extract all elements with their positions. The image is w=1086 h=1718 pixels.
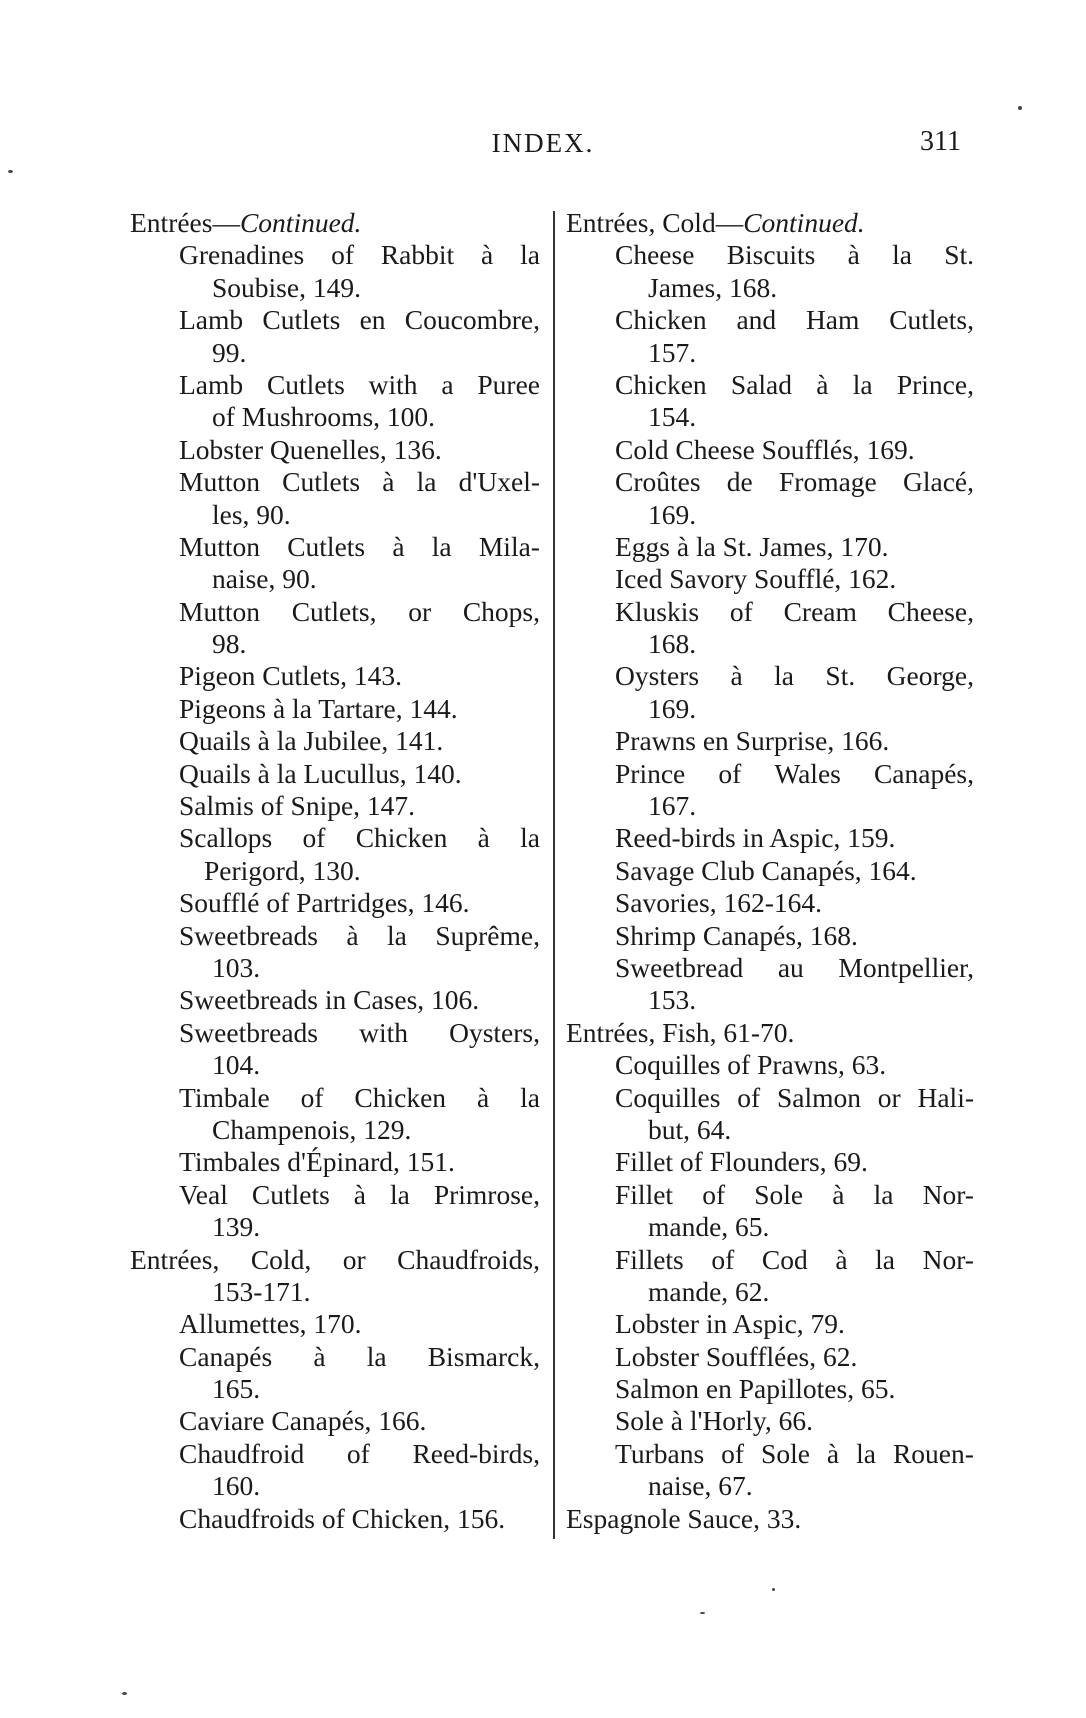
index-entry-text: 104. <box>212 1049 261 1081</box>
index-entry-word: la <box>520 822 540 854</box>
index-entry-line <box>566 822 974 854</box>
index-entry-word: à <box>477 822 490 854</box>
index-entry-text: 99. <box>212 336 247 368</box>
index-entry-text: Coquilles of Prawns, 63. <box>615 1049 887 1081</box>
index-entry-line <box>130 1276 540 1308</box>
index-entry-word: à <box>481 239 494 271</box>
index-entry-line <box>566 920 974 952</box>
index-entry-word: de <box>726 466 753 498</box>
index-entry-line <box>566 660 974 692</box>
index-entry-text: Soubise, 149. <box>212 271 361 303</box>
index-entry-line <box>130 1503 540 1535</box>
index-entry-line <box>566 531 974 563</box>
index-entry-text: 160. <box>212 1470 261 1502</box>
index-entry-line <box>566 725 974 757</box>
index-entry-word: la <box>774 660 794 692</box>
index-entry-word: à <box>313 1340 326 1372</box>
index-entry-word: Cutlets <box>287 530 366 562</box>
index-entry-word: au <box>777 951 804 983</box>
index-entry-word: à <box>730 660 743 692</box>
index-entry-line <box>130 887 540 919</box>
index-entry-line <box>566 1503 974 1535</box>
index-entry-word: Kluskis <box>615 595 700 627</box>
index-entry-word: à <box>346 919 359 951</box>
index-entry-word: Cream <box>783 595 857 627</box>
index-entry-line <box>130 563 540 595</box>
index-entry-line <box>130 660 540 692</box>
continued-label: Continued. <box>743 207 865 238</box>
index-entry-word: Nor- <box>922 1243 974 1275</box>
index-entry-line <box>566 207 974 239</box>
index-entry-text: Espagnole Sauce, 33. <box>566 1502 802 1534</box>
index-entry-word: Cutlets <box>266 368 345 400</box>
index-entry-line <box>566 855 974 887</box>
index-entry-word: Entrées, <box>130 1243 220 1275</box>
index-entry-line <box>566 693 974 725</box>
index-entry-line <box>130 531 540 563</box>
index-entry-word: St. <box>944 239 974 271</box>
index-entry-word: George, <box>886 660 974 692</box>
index-entry-text: Chaudfroids of Chicken, 156. <box>179 1502 506 1534</box>
index-entry-line <box>130 1470 540 1502</box>
index-entry-line <box>566 1244 974 1276</box>
index-entry-word: la <box>389 1178 410 1210</box>
index-entry-line <box>566 239 974 271</box>
index-entry-word: Cutlets, <box>291 595 377 627</box>
index-entry-word: a <box>441 368 454 400</box>
index-entry-word: Reed-birds, <box>412 1437 540 1469</box>
index-entry-line <box>130 1244 540 1276</box>
index-entry-text: 165. <box>212 1373 261 1405</box>
index-entry-line <box>130 499 540 531</box>
index-entry-text: Soufflé of Partridges, 146. <box>179 887 470 919</box>
index-entry-word: Canapés <box>179 1340 273 1372</box>
index-entry-text: Quails à la Lucullus, 140. <box>179 757 462 789</box>
index-entry-line <box>566 1211 974 1243</box>
index-entry-word: of <box>737 1081 761 1113</box>
index-entry-word: Cod <box>761 1243 808 1275</box>
index-entry-word: Chicken <box>615 368 707 400</box>
index-entry-line <box>130 207 540 239</box>
index-entry-line <box>130 920 540 952</box>
index-entry-line <box>130 304 540 336</box>
index-entry-word: à <box>826 1437 840 1469</box>
index-entry-line <box>566 1017 974 1049</box>
index-entry-word: Fillets <box>615 1243 684 1275</box>
index-entry-line <box>130 1341 540 1373</box>
index-entry-word: of <box>331 239 354 271</box>
index-entry-word: Oysters, <box>449 1016 540 1048</box>
index-entry-line <box>566 337 974 369</box>
index-entry-word: Bismarck, <box>427 1340 540 1372</box>
index-entry-line <box>130 1017 540 1049</box>
index-entry-word: Salmon <box>776 1081 861 1113</box>
index-entry-word: Nor- <box>922 1178 974 1210</box>
index-entry-line <box>566 984 974 1016</box>
index-entry-text: Lobster Quenelles, 136. <box>179 433 442 465</box>
index-entry-word: Scallops <box>179 822 273 854</box>
index-entry-word: Grenadines <box>179 239 305 271</box>
index-entry-line <box>566 466 974 498</box>
index-entry-word: of <box>702 1178 726 1210</box>
index-entry-word: Chaudfroid <box>179 1437 305 1469</box>
index-entry-text: 169. <box>648 498 697 530</box>
index-entry-word: Sole <box>761 1437 810 1469</box>
index-entry-text: but, 64. <box>648 1113 732 1145</box>
index-entry-line <box>130 369 540 401</box>
index-entry-text: Allumettes, 170. <box>179 1308 362 1340</box>
index-entry-line <box>130 337 540 369</box>
index-entry-text: 167. <box>648 790 697 822</box>
page-number: 311 <box>920 126 961 157</box>
index-entry-line <box>130 272 540 304</box>
index-entry-word: Ham <box>805 304 860 336</box>
index-entry-word: Mutton <box>179 595 260 627</box>
index-entry-text: naise, 67. <box>648 1470 753 1502</box>
index-entry-word: Canapés, <box>873 757 974 789</box>
index-entry-text: 154. <box>648 401 697 433</box>
index-entry-word: Montpellier, <box>838 951 974 983</box>
index-entry-text: Prawns en Surprise, 166. <box>615 725 890 757</box>
index-entry-word: la <box>520 1081 540 1113</box>
index-entry-text: Champenois, 129. <box>212 1113 412 1145</box>
index-entry-line <box>566 272 974 304</box>
index-entry-text: Sole à l'Horly, 66. <box>615 1405 813 1437</box>
index-entry-line <box>566 790 974 822</box>
index-entry-line <box>566 1114 974 1146</box>
index-entry-line <box>566 1179 974 1211</box>
index-entry-line <box>130 725 540 757</box>
index-entry-text: Pigeon Cutlets, 143. <box>179 660 403 692</box>
index-entry-text: 153. <box>648 984 697 1016</box>
index-entry-line <box>566 1049 974 1081</box>
index-entry-text: Reed-birds in Aspic, 159. <box>615 822 896 854</box>
index-entry-text: Perigord, 130. <box>204 854 361 886</box>
index-entry-line <box>566 887 974 919</box>
index-entry-text: mande, 62. <box>648 1275 770 1307</box>
index-entry-word: Oysters <box>615 660 700 692</box>
index-entry-word: Sole <box>754 1178 804 1210</box>
index-entry-word: d'Uxel- <box>458 466 540 498</box>
index-entry-word: Mutton <box>179 530 260 562</box>
index-entry-word: of <box>729 595 753 627</box>
index-entry-line <box>130 822 540 854</box>
index-entry-word: Lamb <box>179 304 244 336</box>
index-entry-word: à <box>816 368 829 400</box>
column-divider <box>553 211 555 1539</box>
index-entry-line <box>566 1082 974 1114</box>
index-entry-line <box>566 1276 974 1308</box>
index-entry-line <box>130 1373 540 1405</box>
index-entry-line <box>566 1405 974 1437</box>
index-entry-word: la <box>431 530 452 562</box>
index-entry-word: Rouen- <box>892 1437 974 1469</box>
index-entry-word: Sweetbreads <box>179 1016 318 1048</box>
index-entry-text: of Mushrooms, 100. <box>212 401 436 433</box>
index-entry-line <box>130 984 540 1016</box>
index-entry-word: la <box>873 1178 894 1210</box>
index-entry-line <box>130 1146 540 1178</box>
index-entry-line <box>130 952 540 984</box>
index-entry-word: Biscuits <box>726 239 816 271</box>
index-entry-line <box>566 401 974 433</box>
index-entry-text: 157. <box>648 336 697 368</box>
scan-speck <box>8 170 13 173</box>
index-entry-word: à <box>832 1178 845 1210</box>
index-entry-text: Salmis of Snipe, 147. <box>179 790 416 822</box>
index-entry-text: Timbales d'Épinard, 151. <box>179 1146 455 1178</box>
index-entry-line <box>566 369 974 401</box>
index-entry-word: Hali- <box>917 1081 974 1113</box>
index-entry-text: les, 90. <box>212 498 291 530</box>
index-entry-word: Turbans <box>615 1437 705 1469</box>
index-entry-text: Cold Cheese Soufflés, 169. <box>615 433 915 465</box>
index-entry-line <box>130 855 540 887</box>
index-entry-line <box>566 1341 974 1373</box>
index-entry-word: Cheese, <box>887 595 974 627</box>
index-entry-line <box>130 434 540 466</box>
scan-speck <box>772 1588 775 1591</box>
index-entry-line <box>130 596 540 628</box>
index-entry-word: with <box>368 368 418 400</box>
index-entry-text: Eggs à la St. James, 170. <box>615 530 889 562</box>
index-entry-text: mande, 65. <box>648 1211 770 1243</box>
index-entry-word: Glacé, <box>903 466 974 498</box>
index-entry-word: Wales <box>774 757 841 789</box>
index-entry-word: à <box>835 1243 848 1275</box>
index-entry-text: Savories, 162-164. <box>615 887 822 919</box>
index-entry-text: naise, 90. <box>212 563 317 595</box>
index-entry-line <box>130 466 540 498</box>
scan-speck <box>1018 106 1022 110</box>
index-entry-word: à <box>353 1178 366 1210</box>
index-entry-line <box>566 434 974 466</box>
index-entry-text: Sweetbreads in Cases, 106. <box>179 984 480 1016</box>
index-entry-line <box>130 1308 540 1340</box>
index-entry-line <box>566 596 974 628</box>
index-entry-word: Salad <box>730 368 793 400</box>
index-entry-line <box>130 1049 540 1081</box>
index-entry-word: Timbale <box>179 1081 270 1113</box>
index-entry-word: à <box>392 530 405 562</box>
index-entry-word: Chops, <box>462 595 540 627</box>
index-entry-word: Puree <box>477 368 540 400</box>
index-entry-line <box>130 790 540 822</box>
index-entry-word: Mila- <box>478 530 540 562</box>
index-entry-word: la <box>387 919 407 951</box>
index-entry-line <box>566 304 974 336</box>
page-header-title: INDEX. <box>491 128 595 158</box>
index-entry-text: 169. <box>648 692 697 724</box>
index-entry-text: Caviare Canapés, 166. <box>179 1405 427 1437</box>
index-entry-line <box>566 1438 974 1470</box>
index-entry-line <box>130 758 540 790</box>
index-entry-word: la <box>856 1437 876 1469</box>
index-entry-word: Chaudfroids, <box>397 1243 540 1275</box>
index-entry-line <box>130 1211 540 1243</box>
index-entry-word: Cutlets <box>262 304 341 336</box>
index-entry-word: Sweetbread <box>615 951 744 983</box>
index-entry-line <box>130 401 540 433</box>
index-entry-text: 103. <box>212 951 261 983</box>
index-entry-text: 139. <box>212 1211 261 1243</box>
index-entry-text: Salmon en Papillotes, 65. <box>615 1373 896 1405</box>
index-entry-line <box>130 1114 540 1146</box>
index-entry-word: of <box>718 757 742 789</box>
index-entry-line <box>130 1082 540 1114</box>
index-entry-word: Cutlets <box>251 1178 330 1210</box>
index-entry-text: Fillet of Flounders, 69. <box>615 1146 868 1178</box>
index-entry-word: St. <box>825 660 856 692</box>
index-entry-text: Entrées, Fish, 61-70. <box>566 1016 795 1048</box>
index-entry-word: Prince <box>615 757 686 789</box>
index-entry-word: Chicken <box>354 1081 447 1113</box>
index-entry-word: or <box>877 1081 901 1113</box>
index-entry-word: Coucombre, <box>404 304 540 336</box>
index-entry-line <box>130 1405 540 1437</box>
index-entry-line <box>566 1373 974 1405</box>
index-entry-line <box>566 1146 974 1178</box>
index-entry-line <box>566 563 974 595</box>
index-entry-line <box>130 693 540 725</box>
scan-speck <box>700 1612 705 1614</box>
index-entry-word: Chicken <box>355 822 448 854</box>
index-column-right <box>566 207 974 1535</box>
index-entry-word: of <box>721 1437 745 1469</box>
index-entry-word: à <box>382 466 395 498</box>
index-entry-word: Prince, <box>896 368 974 400</box>
index-entry-line <box>130 239 540 271</box>
scan-speck <box>122 1692 127 1695</box>
index-entry-word: or <box>408 595 432 627</box>
index-entry-word: Croûtes <box>615 466 701 498</box>
index-entry-word: Primrose, <box>433 1178 540 1210</box>
index-entry-word: with <box>359 1016 408 1048</box>
index-entry-word: la <box>852 368 873 400</box>
index-entry-word: la <box>416 466 437 498</box>
index-column-left <box>130 207 540 1535</box>
index-entry-word: and <box>736 304 777 336</box>
index-entry-text: Lobster in Aspic, 79. <box>615 1308 845 1340</box>
index-entry-word: en <box>359 304 386 336</box>
index-entry-word: Chicken <box>615 304 707 336</box>
index-entry-word: Mutton <box>179 466 260 498</box>
index-entry-word: à <box>847 239 860 271</box>
index-entry-text: Entrées— <box>130 207 240 238</box>
index-entry-word: Cheese <box>615 239 695 271</box>
index-entry-word: of <box>711 1243 735 1275</box>
index-entry-word: of <box>300 1081 324 1113</box>
index-entry-word: la <box>892 239 912 271</box>
index-entry-word: Cold, <box>250 1243 312 1275</box>
index-entry-text: Lobster Soufflées, 62. <box>615 1340 858 1372</box>
index-entry-line <box>566 1470 974 1502</box>
index-entry-word: la <box>520 239 540 271</box>
index-entry-word: of <box>302 822 326 854</box>
index-entry-text: 153-171. <box>212 1275 311 1307</box>
index-entry-word: Cutlets, <box>889 304 974 336</box>
index-entry-text: James, 168. <box>648 271 778 303</box>
index-entry-word: of <box>346 1437 370 1469</box>
index-entry-word: à <box>476 1081 490 1113</box>
index-entry-line <box>566 758 974 790</box>
index-entry-line <box>566 1308 974 1340</box>
index-entry-line <box>566 952 974 984</box>
index-entry-line <box>566 628 974 660</box>
index-entry-line <box>130 628 540 660</box>
index-entry-word: or <box>342 1243 366 1275</box>
index-entry-text: Quails à la Jubilee, 141. <box>179 725 444 757</box>
index-entry-text: 98. <box>212 628 247 660</box>
index-entry-line <box>566 499 974 531</box>
index-entry-word: Lamb <box>179 368 244 400</box>
index-entry-text: Iced Savory Soufflé, 162. <box>615 563 897 595</box>
index-entry-word: Fromage <box>779 466 877 498</box>
index-entry-word: Sweetbreads <box>179 919 318 951</box>
index-entry-word: Cutlets <box>282 466 361 498</box>
continued-label: Continued. <box>239 207 362 238</box>
index-entry-word: Fillet <box>615 1178 674 1210</box>
index-entry-text: Entrées, Cold— <box>566 207 744 238</box>
index-entry-word: Veal <box>179 1178 228 1210</box>
index-entry-line <box>130 1438 540 1470</box>
index-entry-word: Suprême, <box>435 919 540 951</box>
index-entry-text: 168. <box>648 628 697 660</box>
index-entry-line <box>130 1179 540 1211</box>
index-entry-text: Savage Club Canapés, 164. <box>615 854 917 886</box>
index-entry-word: la <box>875 1243 895 1275</box>
index-entry-word: Rabbit <box>380 239 455 271</box>
index-entry-text: Pigeons à la Tartare, 144. <box>179 692 458 724</box>
index-entry-text: Shrimp Canapés, 168. <box>615 919 858 951</box>
index-entry-word: la <box>366 1340 387 1372</box>
index-entry-word: Coquilles <box>615 1081 721 1113</box>
